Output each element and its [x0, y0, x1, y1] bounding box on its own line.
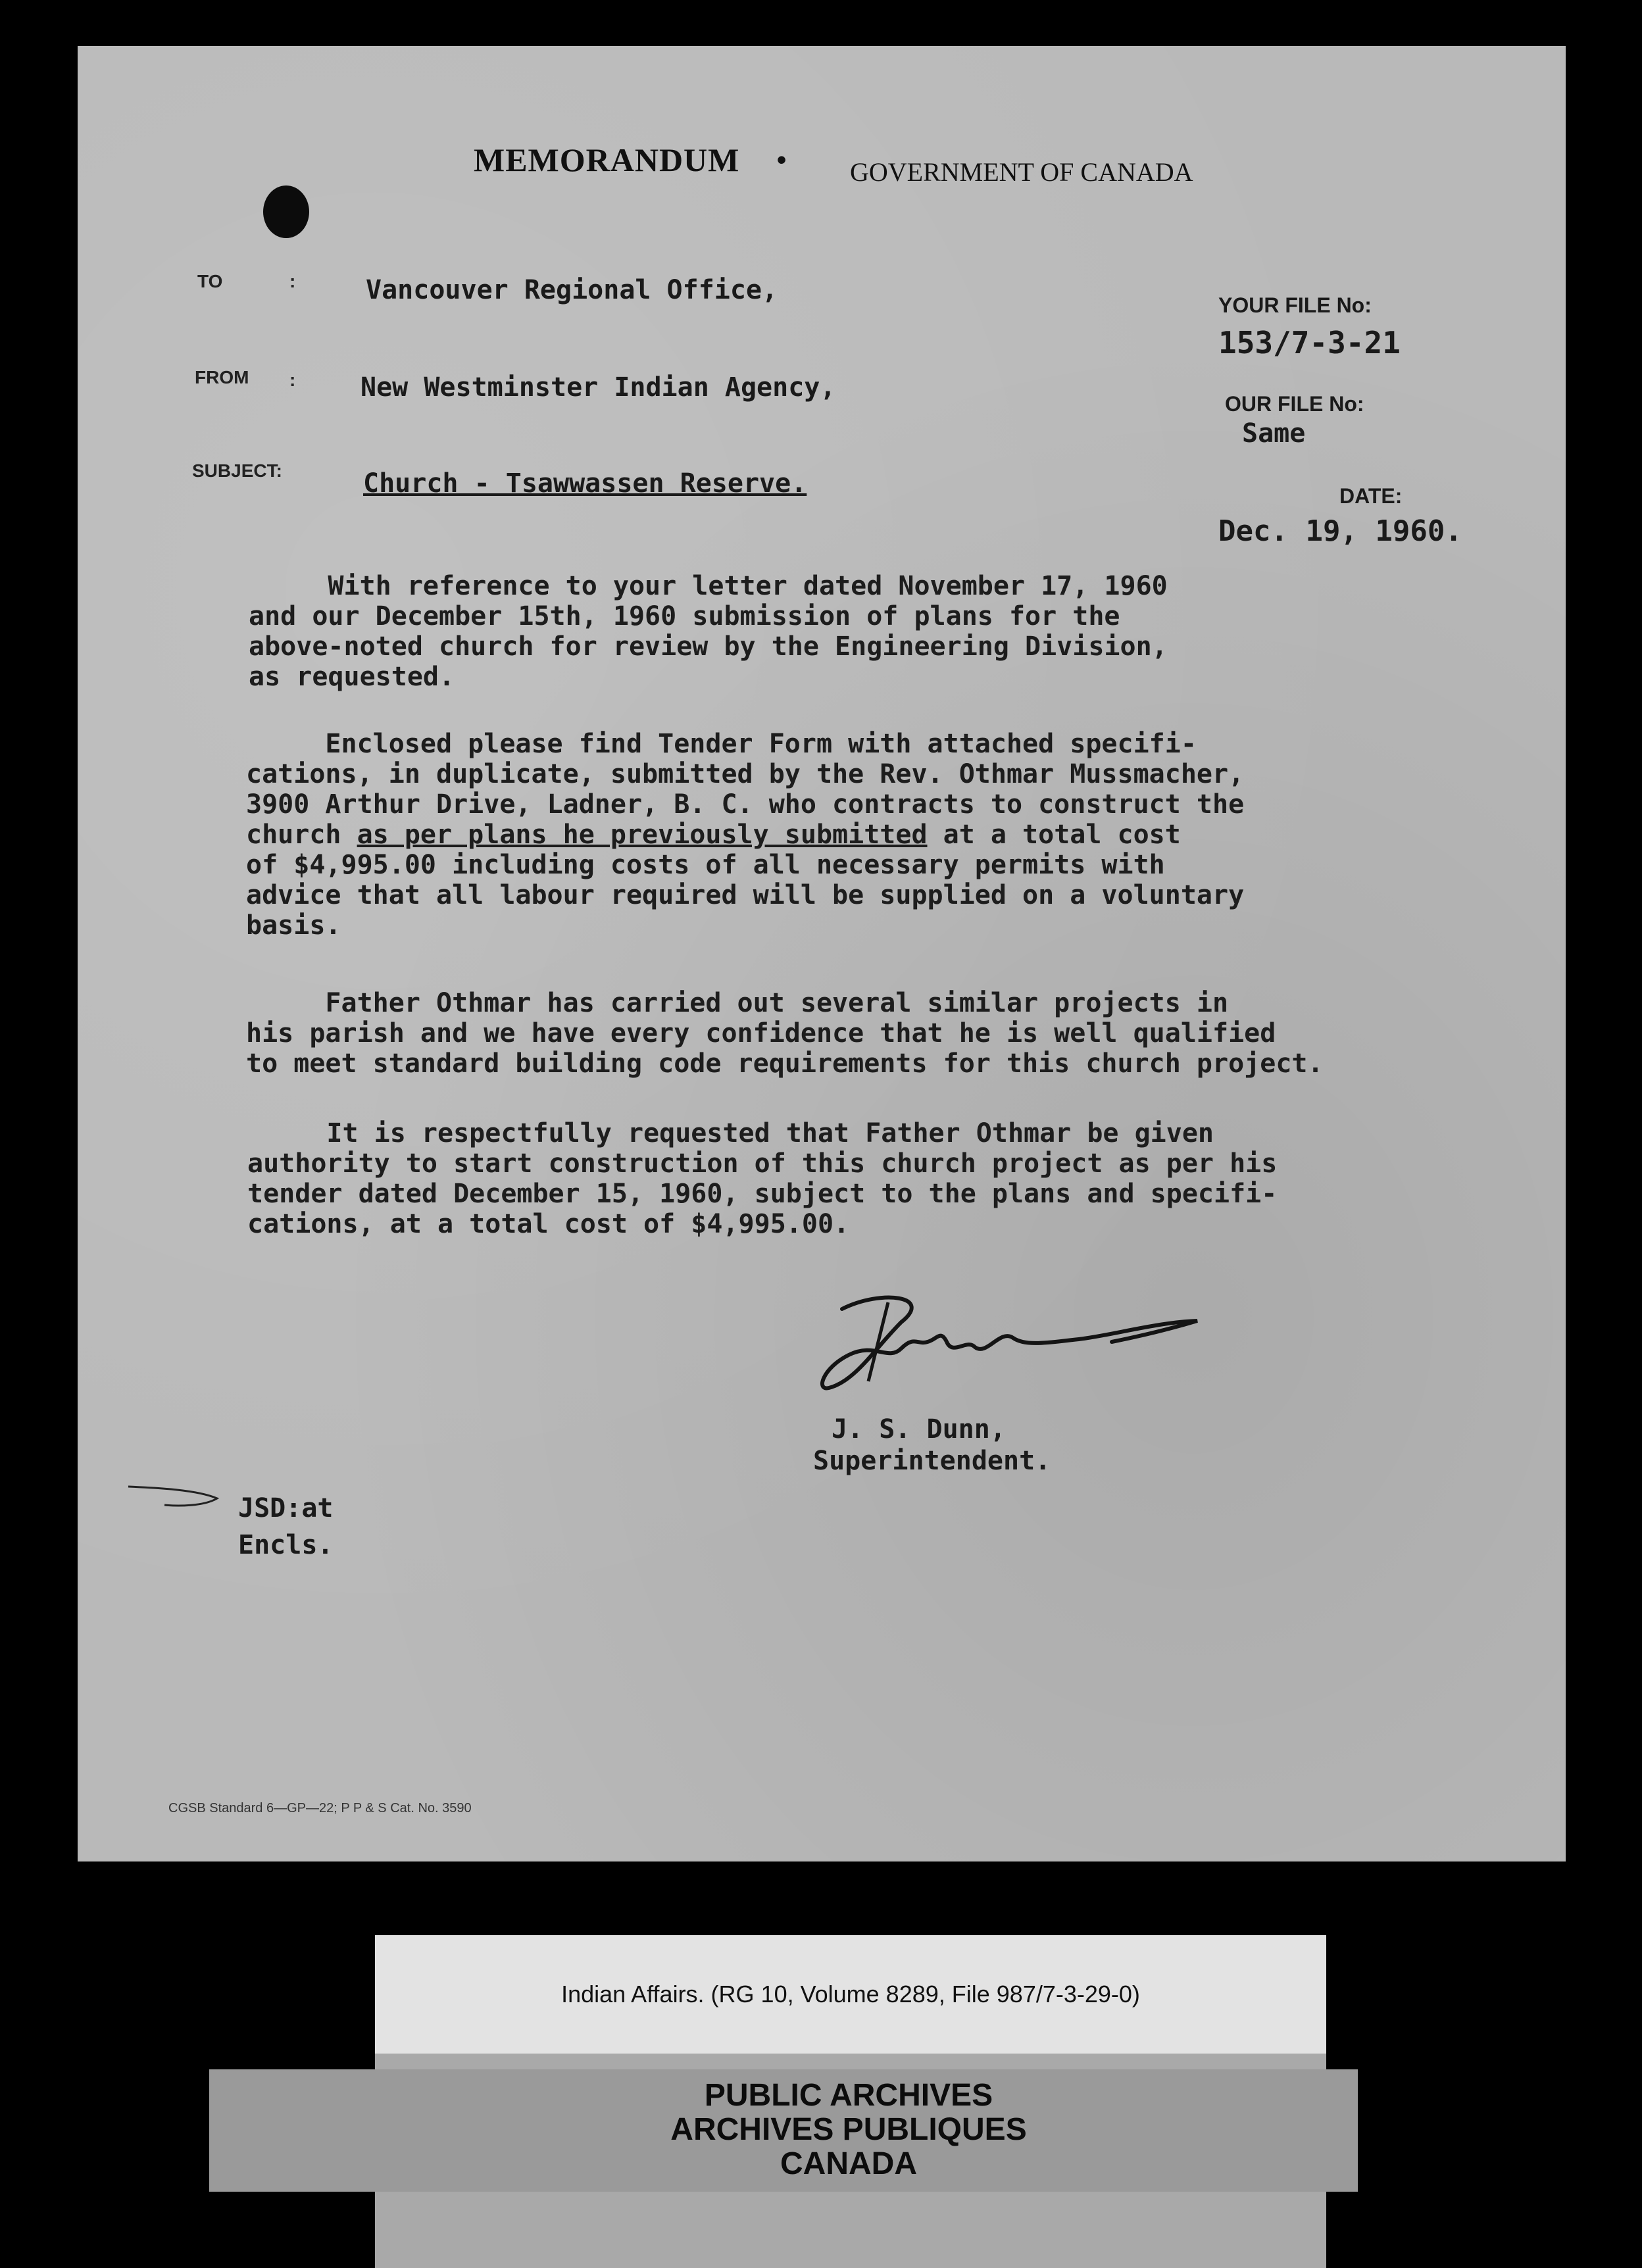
punch-hole — [263, 185, 309, 238]
date-value: Dec. 19, 1960. — [1218, 514, 1462, 548]
subject-value: Church - Tsawwassen Reserve. — [363, 468, 807, 499]
memo-title: MEMORANDUM — [474, 141, 740, 178]
archive-citation-card — [375, 1935, 1326, 2054]
signatory-title: Superintendent. — [813, 1446, 1051, 1476]
paragraph-1-line: as requested. — [249, 662, 455, 692]
memo-sheet — [78, 46, 1566, 1861]
handwritten-signature — [803, 1283, 1224, 1408]
paragraph-1 — [249, 571, 1168, 692]
paragraph-3-line: Father Othmar has carried out several similar projects in — [246, 988, 1229, 1018]
paragraph-4-line: cations, at a total cost of $4,995.00. — [247, 1209, 850, 1239]
paragraph-2-text: at a total cost — [927, 820, 1181, 850]
paragraph-4-line: It is respectfully requested that Father Othmar be given — [247, 1118, 1214, 1148]
paragraph-3 — [246, 988, 1324, 1079]
paragraph-2-line: 3900 Arthur Drive, Ladner, B. C. who contracts to construct the — [246, 789, 1245, 820]
form-standard-footer: CGSB Standard 6—GP—22; P P & S Cat. No. 3590 — [168, 1801, 472, 1815]
our-file-label: OUR FILE No: — [1225, 392, 1364, 416]
paragraph-3-line: to meet standard building code requirements for this church project. — [246, 1048, 1324, 1079]
header-separator: • — [774, 146, 790, 176]
paragraph-1-line: above-noted church for review by the Engineering Division, — [249, 631, 1168, 662]
from-colon: : — [289, 370, 296, 390]
signatory-name: J. S. Dunn, — [832, 1414, 1006, 1444]
from-label: FROM — [195, 367, 249, 387]
archive-citation: Indian Affairs. (RG 10, Volume 8289, File 987/7-3-29-0) — [561, 1981, 1140, 2008]
paragraph-2-line: basis. — [246, 910, 341, 941]
paragraph-4-line: tender dated December 15, 1960, subject to the plans and specifi- — [247, 1179, 1278, 1209]
paragraph-1-line: With reference to your letter dated November 17, 1960 — [249, 571, 1168, 601]
paragraph-4-line: authority to start construction of this church project as per his — [247, 1148, 1278, 1179]
archive-stamp — [460, 2079, 1237, 2181]
government-label: GOVERNMENT OF CANADA — [850, 157, 1193, 187]
your-file-label: YOUR FILE No: — [1218, 293, 1372, 317]
paragraph-2-line: cations, in duplicate, submitted by the Rev. Othmar Mussmacher, — [246, 759, 1245, 789]
to-colon: : — [289, 271, 296, 291]
paragraph-4 — [247, 1118, 1277, 1239]
paragraph-2 — [246, 729, 1244, 941]
enclosures-note: Encls. — [238, 1530, 334, 1560]
paragraph-2-line: of $4,995.00 including costs of all necessary permits with — [246, 850, 1165, 880]
paragraph-3-line: his parish and we have every confidence that he is well qualified — [246, 1018, 1276, 1048]
our-file-value: Same — [1242, 418, 1306, 449]
pen-mark — [125, 1480, 224, 1513]
paragraph-2-line: advice that all labour required will be supplied on a voluntary — [246, 880, 1245, 910]
your-file-value: 153/7-3-21 — [1218, 325, 1401, 360]
paragraph-2-line: Enclosed please find Tender Form with attached specifi- — [246, 729, 1197, 759]
subject-label: SUBJECT: — [192, 460, 282, 481]
paragraph-1-line: and our December 15th, 1960 submission of plans for the — [249, 601, 1120, 631]
paragraph-2-text: church — [246, 820, 357, 850]
from-value: New Westminster Indian Agency, — [361, 372, 836, 403]
archive-line-3: CANADA — [780, 2146, 917, 2181]
archive-line-2: ARCHIVES PUBLIQUES — [670, 2112, 1027, 2147]
to-label: TO — [197, 271, 223, 291]
date-label: DATE: — [1339, 484, 1403, 508]
typist-initials: JSD:at — [238, 1493, 334, 1523]
archive-line-1: PUBLIC ARCHIVES — [704, 2078, 993, 2113]
to-value: Vancouver Regional Office, — [366, 275, 778, 305]
underlined-phrase: as per plans he previously submitted — [357, 820, 928, 850]
paragraph-2-line-4 — [246, 820, 1244, 850]
